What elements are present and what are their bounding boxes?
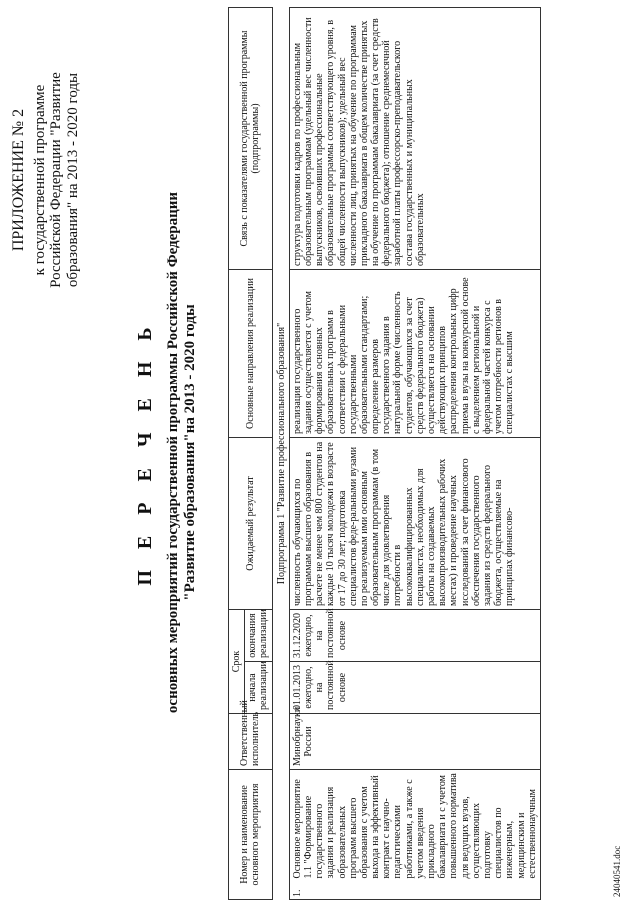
header-directions: Основные направления реализации (229, 270, 273, 438)
table-row (289, 8, 540, 900)
row-number: 1. (289, 882, 540, 900)
row-measure-name: Основное мероприятие 1.1 "Формирование государственного задания и реализация образовательных программ высшего образования с учетом выхода на эффективный контракт с научно-педагогическими работниками, а также с учетом введения прикладного бакалавриата и с учетом повышенного норматива для ведущих вузов, осуществляющих подготовку специалистов по инженерным, медицинским и естественнонаучным (289, 770, 540, 882)
row-executor: Минобрнауки России (289, 714, 540, 770)
document-file-id: 24040541.doc (612, 845, 622, 897)
document-heading (134, 0, 199, 905)
header-number-name: Номер и наименование основного мероприятия (229, 770, 273, 900)
row-directions: реализация государственного задания осуществляется с учетом формирования основных образовательных программ в соответствии с федеральными государственными образовательными стандартами; определение размеров государственного задания в натуральной форме (численность студентов, обучающихся за счет средств федерального бюджета) осуществляется на основании действующих принципов распределения контрольных цифр приема в вузы на конкурсной основе с выделением региональной и федеральной частей конкурса с учетом потребности регионов в специалистах с высшим (289, 270, 540, 438)
row-result: численность обучающихся по программам высшего образования в расчете не менее чем 800 студентов на каждые 10 тысяч молодежи в возрасте от 17 до 30 лет; подготовка специалистов феде-ральными вузами по реализуемым ими основным образовательным программам (в том числе для удовлетворения потребности в высококвалифицированных специалистах, необходимых для работы на создаваемых высокопроизводительных рабочих местах) и проведение научных исследований за счет финансового обеспечения государственного задания из средств федерального бюджета, осуществляемые на принципах финансово- (289, 438, 540, 610)
subprogram-row (272, 8, 289, 900)
measures-table (228, 7, 541, 900)
header-result: Ожидаемый результат (229, 438, 273, 610)
appendix-line-3: образования" на 2013 - 2020 годы (64, 72, 81, 288)
appendix-title: ПРИЛОЖЕНИЕ № 2 (10, 108, 27, 252)
row-start: 01.01.2013 ежегодно, на постоянной основе (289, 662, 540, 714)
heading-line-1: основных мероприятий государственной программы Российской Федерации (165, 191, 181, 714)
header-end: окончания реализации (245, 610, 272, 662)
appendix-line-1: к государственной программе (31, 84, 48, 276)
header-indicators: Связь с показателями государственной программы (подпрограммы) (229, 8, 273, 270)
row-indicators: структура подготовки кадров по профессиональным образовательным программам (удельный вес численности выпускников, освоивших профессиональные образовательные программы соответствующего уровня, в общей численности выпускников); удельный вес численности лиц, принятых на обучение по программам прикладного бакалавриата в общем количестве принятых на обучение по программам бакалавриата (за счет средств федерального бюджета); отношение среднемесячной заработной платы профессорско-преподавательского состава государственных и муниципальных образовательных (289, 8, 540, 270)
header-term: Срок (229, 610, 245, 714)
heading-title: П Е Р Е Ч Е Н Ь (134, 319, 156, 586)
header-executor: Ответственный исполнитель (229, 714, 273, 770)
appendix-line-2: Российской Федерации "Развитие (48, 72, 65, 288)
header-start: начала реализации (245, 662, 272, 714)
heading-line-2: "Развитие образования"на 2013 - 2020 годы (182, 304, 198, 601)
appendix-block (10, 15, 81, 345)
subprogram-title: Подпрограмма 1 "Развитие профессионального образования" (275, 322, 287, 585)
header-row (229, 8, 245, 900)
row-end: 31.12.2020 ежегодно, на постоянной основе (289, 610, 540, 662)
